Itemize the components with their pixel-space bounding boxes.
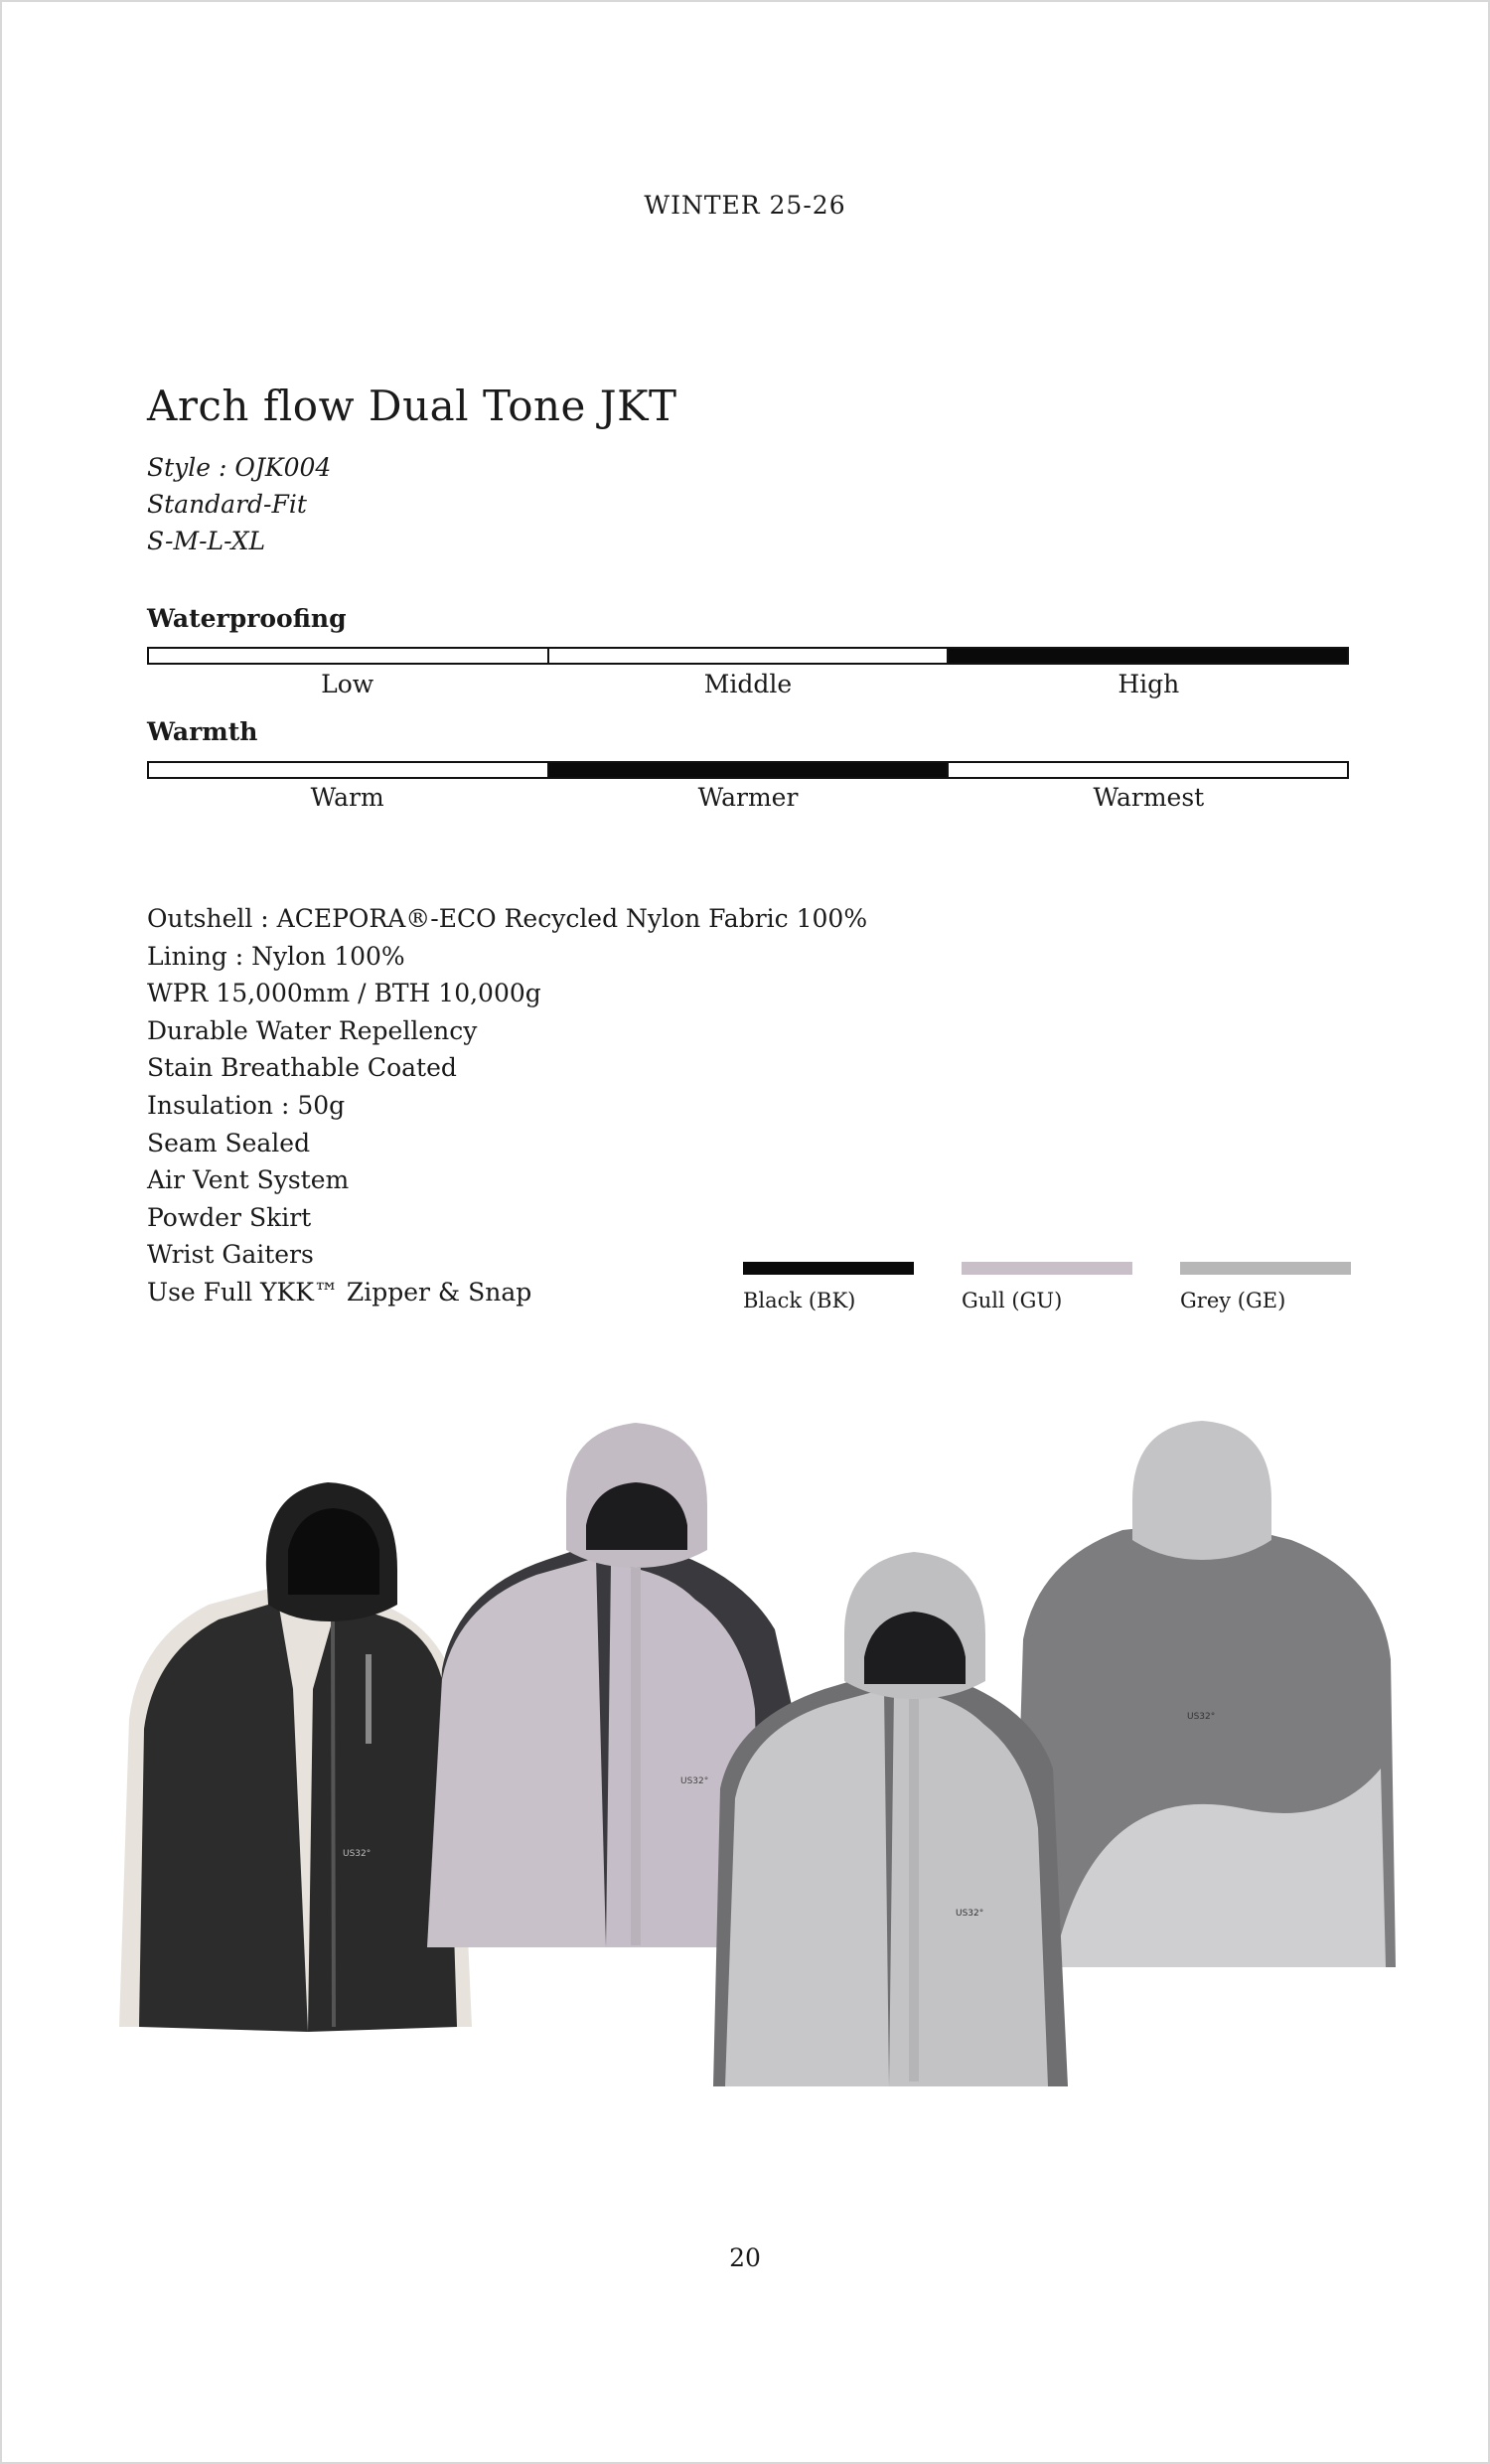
waterproofing-segment-middle (549, 649, 950, 663)
product-photo (99, 1391, 1411, 2086)
jacket-logo-grey-back: US32° (1187, 1712, 1216, 1722)
warmth-levels (147, 783, 1349, 812)
swatch-label-grey: Grey (GE) (1180, 1289, 1286, 1312)
spec-item: Air Vent System (147, 1165, 350, 1195)
color-swatch-gull (962, 1262, 1132, 1312)
jacket-grey-back (1013, 1421, 1396, 1967)
warmth-segment-warmer (549, 763, 950, 777)
waterproofing-segment-low (149, 649, 549, 663)
spec-item: Outshell : ACEPORA®-ECO Recycled Nylon Fabric 100% (147, 904, 868, 933)
warmth-level-warmest: Warmest (1093, 783, 1205, 812)
swatch-label-black: Black (BK) (743, 1289, 856, 1312)
spec-item: Use Full YKK™ Zipper & Snap (147, 1277, 532, 1307)
waterproofing-level-low: Low (321, 670, 374, 698)
swatch-bar-grey (1180, 1262, 1351, 1275)
jacket-logo-gull: US32° (680, 1776, 709, 1786)
spec-item: Stain Breathable Coated (147, 1053, 457, 1083)
warmth-level-warmer: Warmer (697, 783, 799, 812)
product-title: Arch flow Dual Tone JKT (147, 382, 677, 430)
swatch-label-gull: Gull (GU) (962, 1289, 1063, 1312)
fit-type: Standard-Fit (147, 490, 307, 519)
season-header: WINTER 25-26 (644, 191, 846, 220)
jacket-logo-black: US32° (343, 1849, 372, 1859)
warmth-label: Warmth (147, 717, 258, 746)
jacket-logo-grey-front: US32° (956, 1909, 984, 1919)
color-swatch-grey (1180, 1262, 1351, 1312)
spec-item: WPR 15,000mm / BTH 10,000g (147, 979, 541, 1008)
style-code: Style : OJK004 (147, 453, 332, 482)
waterproofing-level-high: High (1118, 670, 1180, 698)
waterproofing-levels (147, 670, 1349, 698)
waterproofing-bar (147, 647, 1349, 665)
page-number: 20 (729, 2243, 761, 2272)
swatch-bar-black (743, 1262, 914, 1275)
warmth-level-warm: Warm (310, 783, 384, 812)
waterproofing-label: Waterproofing (147, 604, 347, 633)
size-range: S-M-L-XL (147, 527, 266, 555)
spec-item: Wrist Gaiters (147, 1240, 314, 1270)
warmth-segment-warm (149, 763, 549, 777)
spec-item: Seam Sealed (147, 1128, 311, 1157)
warmth-bar (147, 761, 1349, 779)
spec-item: Insulation : 50g (147, 1090, 346, 1120)
waterproofing-segment-high (949, 649, 1347, 663)
spec-item: Lining : Nylon 100% (147, 941, 405, 971)
color-swatch-black (743, 1262, 914, 1312)
spec-item: Powder Skirt (147, 1202, 312, 1232)
spec-item: Durable Water Repellency (147, 1015, 478, 1045)
spec-list (147, 900, 867, 1311)
warmth-segment-warmest (949, 763, 1347, 777)
jacket-black-front (119, 1482, 472, 2032)
swatch-bar-gull (962, 1262, 1132, 1275)
waterproofing-level-middle: Middle (703, 670, 793, 698)
